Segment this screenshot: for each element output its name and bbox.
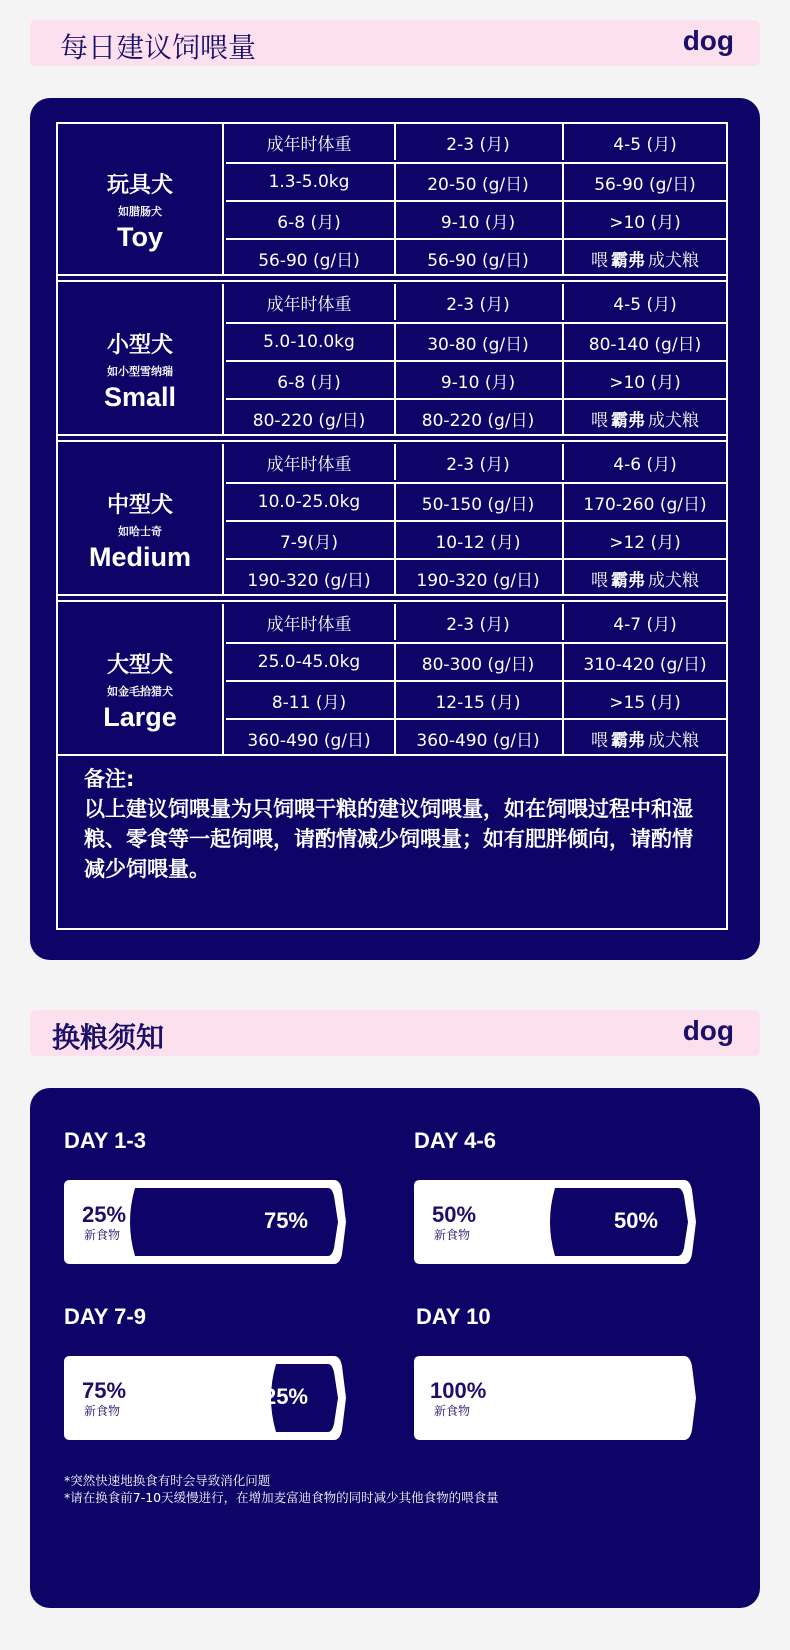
dog-size-ex: 如腊肠犬 <box>118 205 162 218</box>
table-cell: 2-3 (月) <box>394 124 560 160</box>
table-row <box>226 520 726 558</box>
table-row <box>226 680 726 718</box>
table-cell: 170-260 (g/日) <box>562 484 726 520</box>
table-row <box>226 558 726 596</box>
group-divider <box>58 440 726 442</box>
table-cell: 1.3-5.0kg <box>268 172 350 192</box>
transition-panel <box>30 1088 760 1608</box>
dog-size-ex: 如哈士奇 <box>118 525 162 538</box>
dog-size-label <box>58 604 224 756</box>
table-cell: 4-6 (月) <box>562 444 726 480</box>
dog-size-en: Toy <box>117 222 163 252</box>
dog-size-ex: 如金毛拾猎犬 <box>107 685 173 698</box>
transition-bar <box>64 1356 346 1440</box>
feeding-group <box>58 284 726 436</box>
dog-size-en: Medium <box>88 542 191 572</box>
footnote-line: *突然快速地换食有时会导致消化问题 <box>64 1473 271 1488</box>
table-cell: 310-420 (g/日) <box>562 644 726 680</box>
table-cell: 成年时体重 <box>266 134 352 155</box>
table-cell <box>562 720 726 756</box>
feeding-grid <box>226 604 726 756</box>
table-cell: >12 (月) <box>562 522 726 558</box>
table-row <box>226 398 726 436</box>
table-cell <box>562 240 726 276</box>
table-cell: 50-150 (g/日) <box>394 484 560 520</box>
transition-bar <box>414 1356 696 1440</box>
table-cell: 360-490 (g/日) <box>247 730 371 751</box>
table-cell: 30-80 (g/日) <box>394 324 560 360</box>
new-food-label: 新食物 <box>434 1228 471 1242</box>
dog-size-label <box>58 284 224 436</box>
table-cell: >10 (月) <box>562 202 726 238</box>
feeding-header <box>30 20 760 66</box>
table-cell: 2-3 (月) <box>394 284 560 320</box>
table-cell: 56-90 (g/日) <box>258 250 360 271</box>
new-food-percent: 100% <box>430 1378 487 1403</box>
table-cell: 9-10 (月) <box>394 362 560 398</box>
table-cell: 4-5 (月) <box>562 284 726 320</box>
adult-food-suffix: 成犬粮 <box>648 570 699 591</box>
group-divider <box>58 280 726 282</box>
dog-size-label <box>58 124 224 276</box>
brand-name: 霸弗 <box>611 570 645 591</box>
table-row <box>226 124 726 162</box>
day-title: DAY 4-6 <box>414 1128 496 1153</box>
transition-title: 换粮须知 <box>52 1021 165 1054</box>
table-row <box>226 718 726 756</box>
old-food-percent: 50% <box>613 1208 658 1233</box>
feeding-grid <box>226 444 726 596</box>
feeding-title: 每日建议饲喂量 <box>60 31 257 64</box>
feeding-table <box>56 122 728 930</box>
adult-food-suffix: 成犬粮 <box>648 250 699 271</box>
new-food-label: 新食物 <box>434 1404 471 1418</box>
table-row <box>226 238 726 276</box>
dog-size-cn: 中型犬 <box>106 493 173 518</box>
table-cell: 190-320 (g/日) <box>394 560 560 596</box>
table-cell: 成年时体重 <box>266 294 352 315</box>
adult-food-prefix: 喂 <box>591 730 608 751</box>
table-cell: 6-8 (月) <box>277 212 341 233</box>
table-row <box>226 604 726 642</box>
table-cell: 25.0-45.0kg <box>257 652 361 672</box>
table-row <box>226 642 726 680</box>
new-food-label: 新食物 <box>84 1404 121 1418</box>
table-row <box>226 200 726 238</box>
table-cell: 56-90 (g/日) <box>394 240 560 276</box>
brand-name: 霸弗 <box>611 250 645 271</box>
dog-size-ex: 如小型雪纳瑞 <box>107 365 173 378</box>
table-cell: 4-7 (月) <box>562 604 726 640</box>
table-cell: >15 (月) <box>562 682 726 718</box>
table-cell: 9-10 (月) <box>394 202 560 238</box>
table-cell: 190-320 (g/日) <box>247 570 371 591</box>
feeding-group <box>58 444 726 596</box>
group-divider <box>58 600 726 602</box>
brand-name: 霸弗 <box>611 730 645 751</box>
adult-food-suffix: 成犬粮 <box>648 410 699 431</box>
table-cell: 成年时体重 <box>266 454 352 475</box>
transition-header <box>30 1010 760 1056</box>
dog-size-en: Large <box>103 702 177 732</box>
adult-food-prefix: 喂 <box>591 250 608 271</box>
dog-size-cn: 小型犬 <box>106 333 173 358</box>
feeding-tag: dog <box>682 25 734 56</box>
note-body: 以上建议饲喂量为只饲喂干粮的建议饲喂量，如在饲喂过程中和湿粮、零食等一起饲喂，请酌情减少饲喂量；如有肥胖倾向，请酌情减少饲喂量。 <box>84 797 693 881</box>
transition-bar <box>414 1180 696 1264</box>
day-title: DAY 7-9 <box>64 1304 146 1329</box>
table-row <box>226 360 726 398</box>
table-row <box>226 482 726 520</box>
table-cell: 10-12 (月) <box>394 522 560 558</box>
table-cell: >10 (月) <box>562 362 726 398</box>
table-row <box>226 162 726 200</box>
adult-food-prefix: 喂 <box>591 570 608 591</box>
table-cell: 80-220 (g/日) <box>394 400 560 436</box>
brand-name: 霸弗 <box>611 410 645 431</box>
dog-size-cn: 大型犬 <box>106 653 173 678</box>
old-food-percent: 25% <box>263 1384 308 1409</box>
adult-food-prefix: 喂 <box>591 410 608 431</box>
table-row <box>226 284 726 322</box>
table-cell: 80-140 (g/日) <box>562 324 726 360</box>
new-food-label: 新食物 <box>84 1228 121 1242</box>
feeding-grid <box>226 284 726 436</box>
table-cell: 5.0-10.0kg <box>263 332 355 352</box>
table-cell: 6-8 (月) <box>277 372 341 393</box>
feeding-grid <box>226 124 726 276</box>
table-cell: 20-50 (g/日) <box>394 164 560 200</box>
new-food-percent: 75% <box>82 1378 127 1403</box>
feeding-note <box>84 764 704 884</box>
feeding-group <box>58 604 726 756</box>
transition-bar <box>64 1180 346 1264</box>
table-cell: 4-5 (月) <box>562 124 726 160</box>
new-food-percent: 25% <box>82 1202 127 1227</box>
footnote-line: *请在换食前7-10天缓慢进行，在增加麦富迪食物的同时减少其他食物的喂食量 <box>64 1490 499 1505</box>
table-cell: 成年时体重 <box>266 614 352 635</box>
table-cell: 2-3 (月) <box>394 604 560 640</box>
dog-size-label <box>58 444 224 596</box>
table-cell: 10.0-25.0kg <box>257 492 361 512</box>
feeding-group <box>58 124 726 276</box>
table-row <box>226 322 726 360</box>
day-title: DAY 1-3 <box>64 1128 146 1153</box>
table-cell: 56-90 (g/日) <box>562 164 726 200</box>
table-cell: 7-9(月) <box>279 532 339 553</box>
table-cell: 80-300 (g/日) <box>394 644 560 680</box>
old-food-percent: 75% <box>263 1208 308 1233</box>
table-cell <box>562 560 726 596</box>
feeding-panel <box>30 98 760 960</box>
note-heading: 备注: <box>84 767 135 791</box>
new-food-percent: 50% <box>432 1202 477 1227</box>
table-cell: 80-220 (g/日) <box>252 410 366 431</box>
table-cell <box>562 400 726 436</box>
dog-size-cn: 玩具犬 <box>106 173 173 198</box>
dog-size-en: Small <box>103 382 177 412</box>
table-cell: 12-15 (月) <box>394 682 560 718</box>
day-title: DAY 10 <box>416 1304 491 1329</box>
transition-footnotes <box>64 1472 744 1506</box>
table-row <box>226 444 726 482</box>
transition-tag: dog <box>682 1015 734 1046</box>
table-cell: 8-11 (月) <box>271 692 347 713</box>
adult-food-suffix: 成犬粮 <box>648 730 699 751</box>
table-cell: 2-3 (月) <box>394 444 560 480</box>
table-cell: 360-490 (g/日) <box>394 720 560 756</box>
